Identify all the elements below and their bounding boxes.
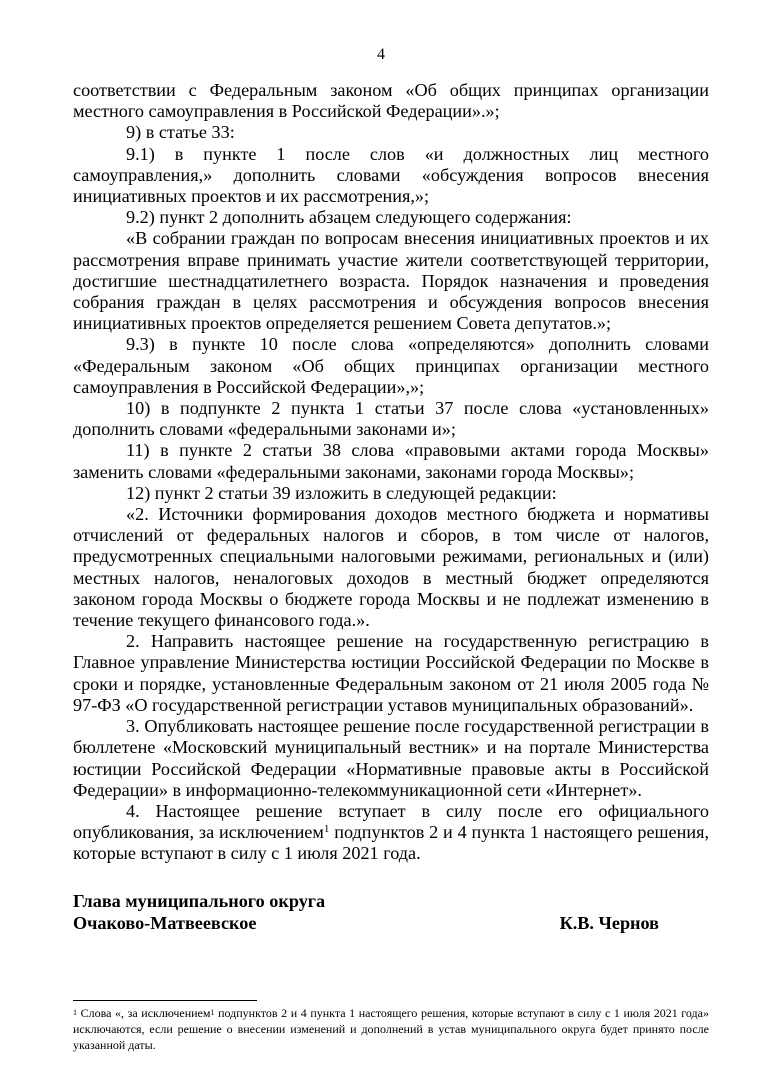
document-body: [73, 80, 709, 865]
paragraph-continuation: соответствии с Федеральным законом «Об общих принципах организации местного самоуправления в Российской Федерации».»;: [73, 80, 709, 122]
paragraph-item-9: 9) в статье 33:: [126, 122, 235, 143]
paragraph-item-9-1: 9.1) в пункте 1 после слов «и должностных лиц местного самоуправления,» дополнить словами «обсуждения вопросов внесения инициативных проектов и их рассмотрения,»;: [73, 143, 709, 207]
paragraph-clause-4: [73, 801, 709, 865]
signatory-title-line1: Глава муниципального округа: [73, 891, 326, 911]
paragraph-quoted-budget: «2. Источники формирования доходов местного бюджета и нормативы отчислений от федеральных налогов и сборов, в том числе от налогов, предусмотренных специальными налоговыми режимами, региональных и (или) местных налогов, неналоговых доходов в местный бюджет определяются законом города Москвы о бюджете города Москвы и не подлежат изменению в течение текущего финансового года.».: [73, 504, 709, 631]
paragraph-clause-3: 3. Опубликовать настоящее решение после государственной регистрации в бюллетене «Московский муниципальный вестник» и на портале Министерства юстиции Российской Федерации «Нормативные правовые акты в Российской Федерации» в информационно-телекоммуникационной сети «Интернет».: [73, 716, 709, 800]
footnote: [73, 1005, 709, 1053]
paragraph-item-11: 11) в пункте 2 статьи 38 слова «правовыми актами города Москвы» заменить словами «федеральными законами, законами города Москвы»;: [73, 440, 709, 482]
paragraph-quoted-assembly: «В собрании граждан по вопросам внесения инициативных проектов и их рассмотрения вправе принимать участие жители соответствующей территории, достигшие шестнадцатилетнего возраста. Порядок назначения и проведения собрания граждан в целях рассмотрения и обсуждения вопросов внесения инициативных проектов определяется решением Совета депутатов.»;: [73, 228, 709, 334]
paragraph-item-9-2: 9.2) пункт 2 дополнить абзацем следующего содержания:: [126, 207, 572, 228]
paragraph-item-12: 12) пункт 2 статьи 39 изложить в следующей редакции:: [126, 482, 557, 503]
footnote-text-end: подпунктов 2 и 4 пункта 1 настоящего решения, которые вступают в силу с 1 июля 2021 года» исключаются, если решение о внесении изменений и дополнений в устав муниципального округа будет принято после указанной даты.: [73, 1006, 709, 1052]
page-number: 4: [377, 46, 385, 63]
signature-block: [73, 890, 659, 934]
signatory-title-line2: Очаково-Матвеевское: [73, 913, 257, 933]
clause-4-text-start: 4. Настоящее решение вступает в силу после его официального опубликования, за исключением: [73, 800, 709, 843]
signatory-name: К.В. Чернов: [559, 913, 659, 933]
paragraph-clause-2: 2. Направить настоящее решение на государственную регистрацию в Главное управление Министерства юстиции Российской Федерации по Москве в сроки и порядке, установленные Федеральным законом от 21 июля 2005 года № 97-ФЗ «О государственной регистрации уставов муниципальных образований».: [73, 631, 709, 715]
footnote-mark: 1: [73, 1008, 77, 1017]
paragraph-item-9-3: 9.3) в пункте 10 после слова «определяются» дополнить словами «Федеральным законом «Об общих принципах организации местного самоуправления в Российской Федерации»,»;: [73, 334, 709, 397]
footnote-divider: [73, 1000, 257, 1001]
paragraph-item-10: 10) в подпункте 2 пункта 1 статьи 37 после слова «установленных» дополнить словами «федеральными законами и»;: [73, 398, 709, 440]
signature-row: [73, 912, 659, 934]
footnote-inner-mark: 1: [210, 1008, 215, 1017]
footnote-reference[interactable]: 1: [323, 823, 330, 836]
clause-4-text-end: подпунктов 2 и 4 пункта 1 настоящего решения, которые вступают в силу с 1 июля 2021 года.: [73, 822, 710, 864]
footnote-text-start: Слова «, за исключением: [77, 1006, 211, 1020]
